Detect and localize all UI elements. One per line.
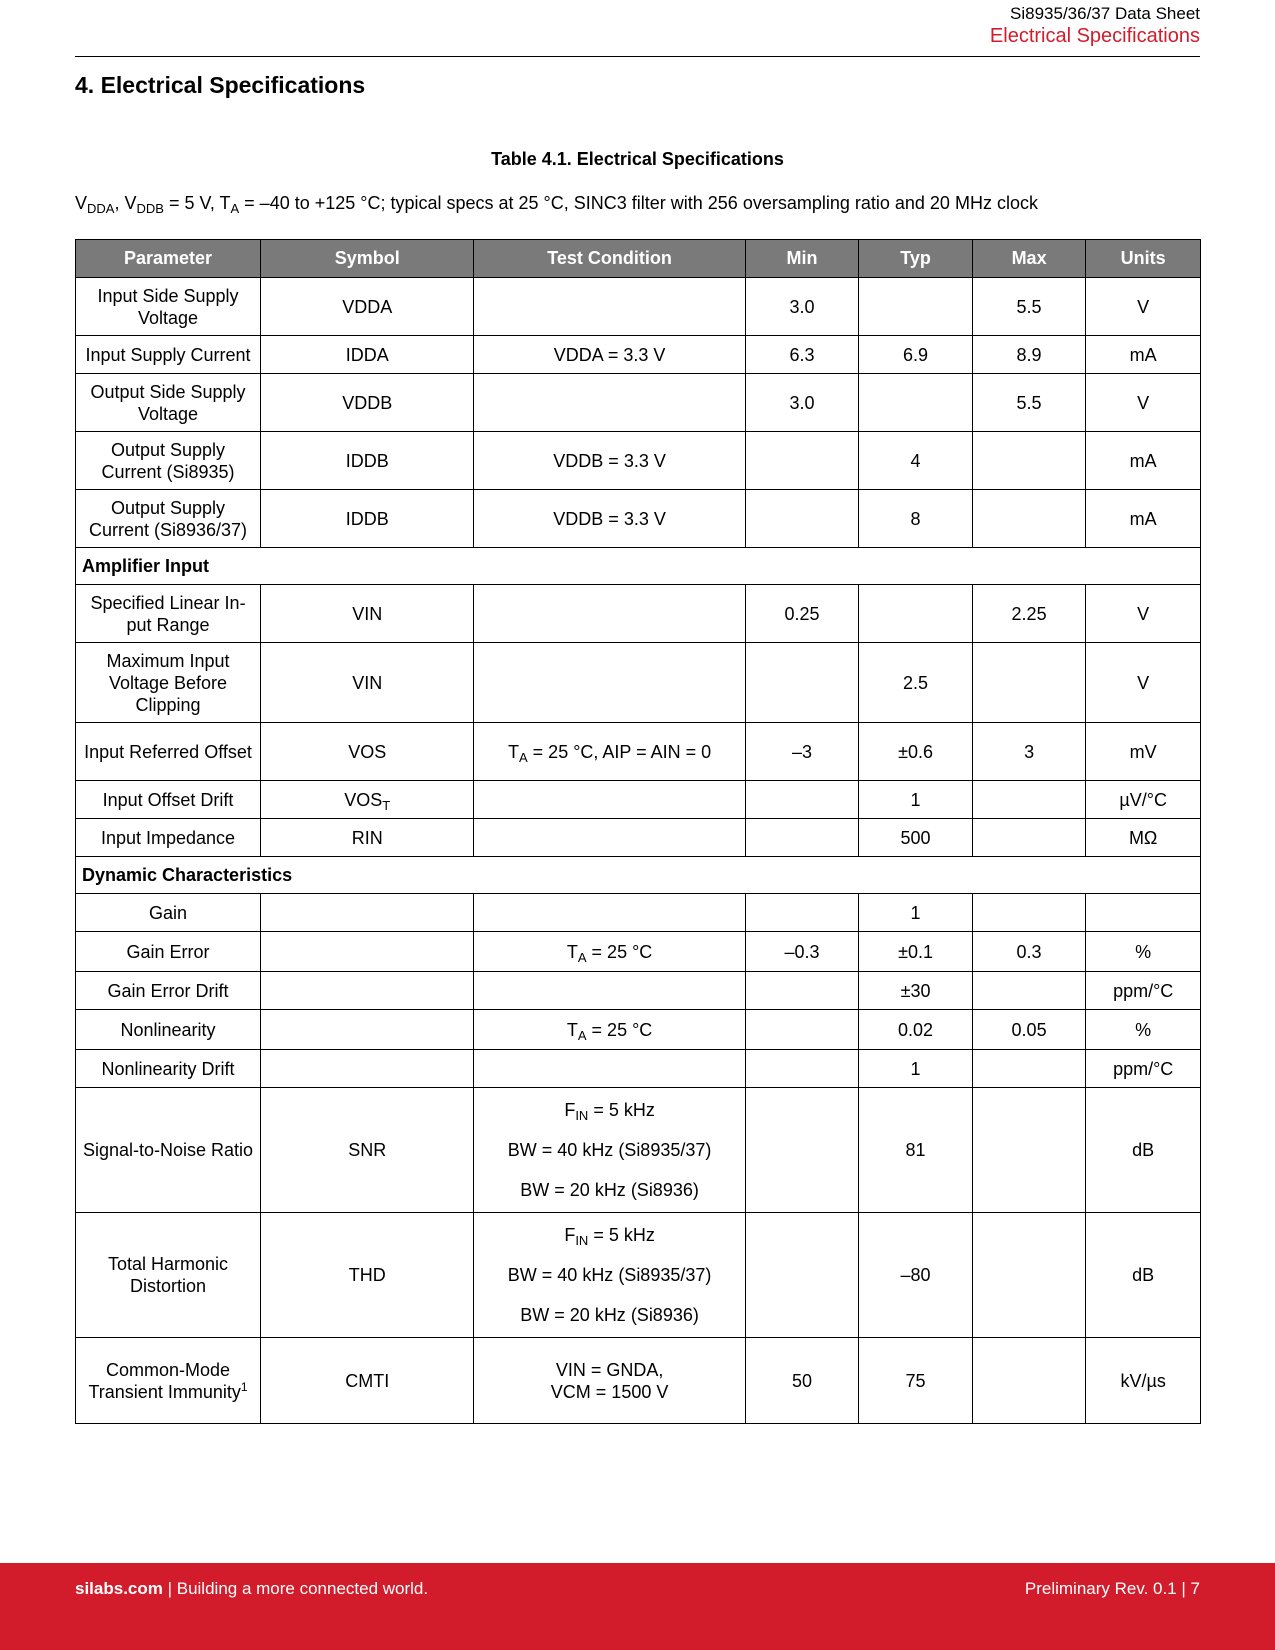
cell-min (745, 972, 859, 1010)
cell-symbol: SNR (261, 1088, 474, 1213)
cell-units: ppm/°C (1086, 972, 1201, 1010)
table-row (76, 723, 1201, 781)
cell-units: V (1086, 278, 1201, 336)
table-row (76, 278, 1201, 336)
cell-typ: ±30 (859, 972, 973, 1010)
cell-max (972, 894, 1086, 932)
cell-symbol: VIN (261, 585, 474, 643)
cell-typ: 1 (859, 1050, 973, 1088)
cell-condition (474, 1088, 745, 1213)
cell-parameter: Nonlinearity Drift (76, 1050, 261, 1088)
cell-typ: 75 (859, 1338, 973, 1424)
cell-symbol: VOS (261, 723, 474, 781)
cell-condition (474, 894, 745, 932)
cell-parameter: Output Side Supply Voltage (76, 374, 261, 432)
cell-condition: VDDB = 3.3 V (474, 432, 745, 490)
cell-symbol: RIN (261, 819, 474, 857)
footer-revision: Preliminary Rev. 0.1 | 7 (1024, 1579, 1200, 1598)
cell-condition: VDDB = 3.3 V (474, 490, 745, 548)
cell-parameter: Maximum Input Voltage Before Clipping (76, 643, 261, 723)
condition-line: BW = 20 kHz (Si8936) (520, 1305, 699, 1325)
cell-min (745, 819, 859, 857)
cell-condition (474, 585, 745, 643)
section-heading-amplifier-input: Amplifier Input (76, 548, 1201, 585)
col-header-symbol: Symbol (261, 240, 474, 278)
cell-typ: 1 (859, 894, 973, 932)
cell-typ: 1 (859, 781, 973, 819)
table-section-row (76, 857, 1201, 894)
cell-min (745, 894, 859, 932)
electrical-spec-table (75, 239, 1201, 1424)
cell-symbol: IDDB (261, 432, 474, 490)
cell-parameter: Output Supply Current (Si8935) (76, 432, 261, 490)
cell-symbol (261, 932, 474, 972)
cell-symbol: VDDA (261, 278, 474, 336)
cell-parameter: Gain Error (76, 932, 261, 972)
cell-parameter: Input Offset Drift (76, 781, 261, 819)
col-header-min: Min (745, 240, 859, 278)
cell-units: mV (1086, 723, 1201, 781)
cell-condition: VIN = GNDA, VCM = 1500 V (474, 1338, 745, 1424)
cell-condition (474, 374, 745, 432)
cell-max (972, 1338, 1086, 1424)
cell-units: MΩ (1086, 819, 1201, 857)
cell-typ: –80 (859, 1213, 973, 1338)
table-section-row (76, 548, 1201, 585)
cell-parameter: Output Supply Current (Si8936/37) (76, 490, 261, 548)
condition-line: BW = 40 kHz (Si8935/37) (507, 1140, 712, 1160)
cell-symbol (261, 1010, 474, 1050)
table-row (76, 643, 1201, 723)
cell-min: 6.3 (745, 336, 859, 374)
cell-min: 50 (745, 1338, 859, 1424)
cell-max (972, 432, 1086, 490)
cell-max (972, 781, 1086, 819)
cell-symbol: IDDA (261, 336, 474, 374)
cell-condition: $T_A = 25$ °C (474, 1010, 745, 1050)
cell-typ: ±0.6 (859, 723, 973, 781)
footnote-ref: 1 (240, 1379, 248, 1394)
page-title: 4. Electrical Specifications (75, 72, 366, 98)
cell-typ: 6.9 (859, 336, 973, 374)
cell-max: 8.9 (972, 336, 1086, 374)
cell-symbol (261, 894, 474, 932)
cell-symbol: IDDB (261, 490, 474, 548)
col-header-units: Units (1086, 240, 1201, 278)
cell-max: 0.05 (972, 1010, 1086, 1050)
condition-line: BW = 40 kHz (Si8935/37) (507, 1265, 712, 1285)
cell-units: dB (1086, 1213, 1201, 1338)
page-footer (0, 1563, 1275, 1650)
cell-units (1086, 894, 1201, 932)
table-row (76, 490, 1201, 548)
cell-units: mA (1086, 490, 1201, 548)
table-row (76, 1338, 1201, 1424)
cell-parameter: Input Supply Current (76, 336, 261, 374)
cell-condition (474, 1050, 745, 1088)
cell-symbol: CMTI (261, 1338, 474, 1424)
table-row (76, 1050, 1201, 1088)
cell-symbol: VDDB (261, 374, 474, 432)
cell-parameter: Input Impedance (76, 819, 261, 857)
cell-max: 2.25 (972, 585, 1086, 643)
cell-max (972, 972, 1086, 1010)
table-row (76, 585, 1201, 643)
cell-symbol: $VOS_T$ (261, 781, 474, 819)
cell-symbol (261, 972, 474, 1010)
cell-min: 0.25 (745, 585, 859, 643)
table-row (76, 336, 1201, 374)
table-row (76, 1213, 1201, 1338)
cell-max: 5.5 (972, 278, 1086, 336)
section-heading-dynamic-characteristics: Dynamic Characteristics (76, 857, 1201, 894)
cell-typ: 500 (859, 819, 973, 857)
table-caption: Table 4.1. Electrical Specifications (491, 149, 784, 169)
cell-min: –0.3 (745, 932, 859, 972)
cell-max (972, 490, 1086, 548)
table-conditions: $V_{DDA}$, $V_{DDB} = 5$ V, $T_A = -40$ to +125 °C; typical specs at 25 °C, SINC3 filter with 256 oversampling ratio and 20 MHz clock (75, 193, 1038, 216)
cell-units: V (1086, 643, 1201, 723)
cell-units: mA (1086, 336, 1201, 374)
table-row (76, 432, 1201, 490)
header-section-name: Electrical Specifications (989, 25, 1200, 47)
col-header-parameter: Parameter (76, 240, 261, 278)
cell-units: µV/°C (1086, 781, 1201, 819)
cell-max (972, 1050, 1086, 1088)
cell-max: 5.5 (972, 374, 1086, 432)
cell-max (972, 1213, 1086, 1338)
table-row (76, 781, 1201, 819)
cell-min (745, 1010, 859, 1050)
cell-typ: 4 (859, 432, 973, 490)
cell-typ (859, 374, 973, 432)
cell-condition: VDDA = 3.3 V (474, 336, 745, 374)
cell-typ (859, 278, 973, 336)
doc-title: Si8935/36/37 Data Sheet (1010, 4, 1200, 23)
col-header-test-condition: Test Condition (474, 240, 745, 278)
table-row (76, 894, 1201, 932)
cell-units: V (1086, 374, 1201, 432)
cell-typ: 8 (859, 490, 973, 548)
cell-parameter: Specified Linear In-put Range (76, 585, 261, 643)
cell-condition (474, 1213, 745, 1338)
cell-condition (474, 819, 745, 857)
cell-max: 0.3 (972, 932, 1086, 972)
cell-units: ppm/°C (1086, 1050, 1201, 1088)
cell-max (972, 819, 1086, 857)
cell-min (745, 1088, 859, 1213)
cell-typ: ±0.1 (859, 932, 973, 972)
cell-min (745, 432, 859, 490)
cell-units: kV/µs (1086, 1338, 1201, 1424)
cell-min (745, 1213, 859, 1338)
cell-units: V (1086, 585, 1201, 643)
cell-symbol (261, 1050, 474, 1088)
col-header-max: Max (972, 240, 1086, 278)
cell-max (972, 1088, 1086, 1213)
cell-typ: 81 (859, 1088, 973, 1213)
table-row (76, 972, 1201, 1010)
cell-units: % (1086, 932, 1201, 972)
cell-min (745, 643, 859, 723)
condition-line: BW = 20 kHz (Si8936) (520, 1180, 699, 1200)
cell-units: mA (1086, 432, 1201, 490)
cell-symbol: VIN (261, 643, 474, 723)
cell-parameter: Signal-to-Noise Ratio (76, 1088, 261, 1213)
cell-parameter: Nonlinearity (76, 1010, 261, 1050)
cell-typ: 0.02 (859, 1010, 973, 1050)
cell-condition: $T_A = 25$ °C, AIP = AIN = 0 (474, 723, 745, 781)
cell-min (745, 781, 859, 819)
cell-units: % (1086, 1010, 1201, 1050)
cell-parameter: Common-Mode Transient Immunity$^1$ (76, 1338, 261, 1424)
cell-min (745, 490, 859, 548)
cell-parameter: Input Side Supply Voltage (76, 278, 261, 336)
cell-condition: $T_A = 25$ °C (474, 932, 745, 972)
cell-typ (859, 585, 973, 643)
cell-condition (474, 781, 745, 819)
condition-line: $F_{IN} = 5$ kHz (564, 1100, 655, 1123)
table-row (76, 819, 1201, 857)
cell-max: 3 (972, 723, 1086, 781)
table-header-row (76, 240, 1201, 278)
cell-parameter: Total Harmonic Distortion (76, 1213, 261, 1338)
footer-tagline: silabs.com | Building a more connected world. (75, 1579, 429, 1598)
cell-condition (474, 278, 745, 336)
cell-max (972, 643, 1086, 723)
condition-line: $F_{IN} = 5$ kHz (564, 1225, 655, 1248)
header-divider (75, 56, 1200, 57)
table-row (76, 932, 1201, 972)
table-row (76, 374, 1201, 432)
cell-min: 3.0 (745, 278, 859, 336)
cell-typ: 2.5 (859, 643, 973, 723)
table-row (76, 1088, 1201, 1213)
cell-min: 3.0 (745, 374, 859, 432)
cell-condition (474, 643, 745, 723)
cell-parameter: Input Referred Offset (76, 723, 261, 781)
cell-units: dB (1086, 1088, 1201, 1213)
cell-symbol: THD (261, 1213, 474, 1338)
table-row (76, 1010, 1201, 1050)
cell-parameter: Gain Error Drift (76, 972, 261, 1010)
cell-parameter: Gain (76, 894, 261, 932)
cell-min (745, 1050, 859, 1088)
cell-condition (474, 972, 745, 1010)
cell-min: –3 (745, 723, 859, 781)
col-header-typ: Typ (859, 240, 973, 278)
footer-site-link[interactable]: silabs.com (75, 1579, 163, 1598)
